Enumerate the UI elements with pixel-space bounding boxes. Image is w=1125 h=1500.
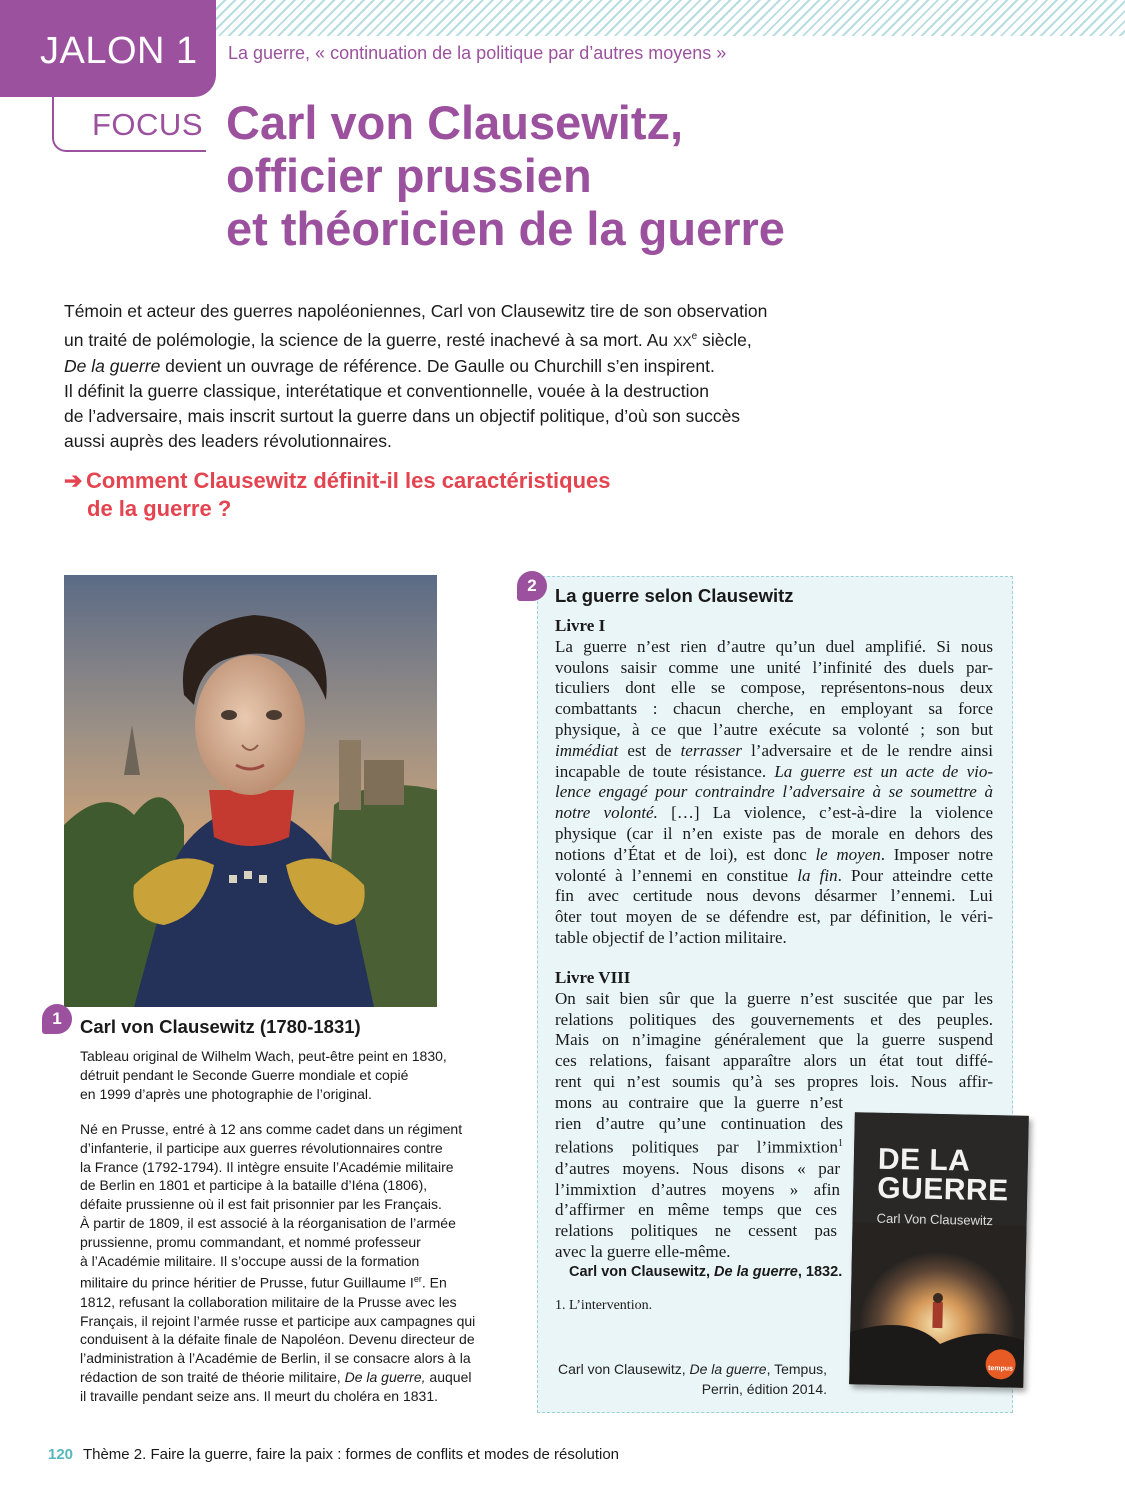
book-cover-image [849,1112,1029,1388]
jalon-label: JALON 1 [40,30,198,72]
doc1-number-badge: 1 [42,1004,72,1034]
doc2-livre8: Livre VIII On sait bien sûr que la guerre n’est suscitée que par les relations politiques des gouvernements et des peuples. Mais on n’imagine généralement que la guerre suspend ces relations, faisant apparaître alors un état tout diffé- rent qui n’est soumis qu’à ses propres lois. Nous affir- mons au contraire que la guerre n’est rien d’autre qu’une continuation des relations politiques par l’immixtion$^1$ d’autres moyens. Nous disons « par l’immixtion d’autres moyens » afin d’affirmer en même temps que ces relations politiques ne cessent pas avec la guerre elle-même. [555,968,993,1262]
arrow-right-icon: ➔ [64,468,83,493]
book-caption: Carl von Clausewitz, De la guerre, Tempus, Perrin, édition 2014. [558,1361,827,1397]
page-title [226,96,785,255]
doc2-title: La guerre selon Clausewitz [555,585,794,606]
doc2-footnote: 1. L’intervention. [555,1298,653,1313]
publisher-logo: tempus [985,1349,1016,1380]
title-line: et théoricien de la guerre [226,202,785,255]
header-hatch-band [214,0,1125,36]
intro-line: un traité de polémologie, la science de la guerre, resté inachevé à sa mort. Au XXe siècle, [64,329,752,350]
page-footer [48,1446,619,1463]
problematic-question: ➔ Comment Clausewitz définit-il les caractéristiques de la guerre ? [64,468,611,521]
focus-tag [52,97,206,152]
jalon-subtitle: La guerre, « continuation de la politique par d’autres moyens » [228,43,727,63]
title-line: Carl von Clausewitz, [226,96,684,149]
doc1-caption: Tableau original de Wilhelm Wach, peut-être peint en 1830, détruit pendant le Seconde Guerre mondiale et copié en 1999 d’après une photographie de l’original. [80,1048,447,1102]
intro-line: aussi auprès des leaders révolutionnaires. [64,430,392,451]
doc2-livre1: Livre I La guerre n’est rien d’autre qu’un duel amplifié. Si nous voulons saisir comme une unité l’infinité des duels par- ticuliers dont elle se compose, représentons-nous deux combattants : chacun cherche, en employant sa force physique, à ce que l’autre exécute sa volonté ; son but immédiat est de terrasser l’adversaire et de le rendre ainsi incapable de toute résistance. La guerre est un acte de vio- lence engagé pour contraindre l’adversaire à se soumettre à notre volonté. […] La violence, c’est-à-dire la violence physique (car il n’en existe pas de morale en dehors des notions d’État et de loi), est donc le moyen. Imposer notre volonté à l’ennemi en constitue la fin. Pour atteindre cette fin avec certitude nous devons désarmer l’ennemi. Lui ôter tout moyen de se défendre est, par définition, le véri- table objectif de l’action militaire. [555,616,994,947]
jalon-tab [0,0,216,97]
title-line: officier prussien [226,149,592,202]
focus-label: FOCUS [92,107,203,142]
book-author: Carl Von Clausewitz [876,1210,994,1229]
doc1-title: Carl von Clausewitz (1780-1831) [80,1016,361,1037]
footer-theme: Thème 2. Faire la guerre, faire la paix : formes de conflits et modes de résolution [82,1446,620,1463]
doc2-number-badge: 2 [517,571,547,601]
livre1-heading: Livre I [555,616,606,635]
intro-line: de l’adversaire, mais inscrit surtout la guerre dans un objectif politique, d’où son succès [64,405,741,426]
livre8-heading: Livre VIII [555,968,631,987]
doc2-source: Carl von Clausewitz, De la guerre, 1832. [569,1264,843,1280]
intro-line: De la guerre devient un ouvrage de référence. De Gaulle ou Churchill s’en inspirent. [64,355,715,376]
clausewitz-portrait-image [64,575,437,1007]
intro-paragraph [64,299,854,454]
intro-line: Témoin et acteur des guerres napoléoniennes, Carl von Clausewitz tire de son observation [64,301,768,321]
book-title: DE LA GUERRE [876,1142,1009,1208]
doc1-biography: Né en Prusse, entré à 12 ans comme cadet dans un régiment d’infanterie, il participe aux guerres révolutionnaires contre la France (1792-1794). Il intègre ensuite l’Académie militaire de Berlin en 1801 et participe à la bataille d’Iéna (1806), défaite prussienne où il est fait prisonnier par les Français. À partir de 1809, il est associé à la réorganisation de l’armée prussienne, promu commandant, et nommé professeur à l’Académie militaire. Il s’occupe aussi de la formation militaire du prince héritier de Prusse, futur Guillaume Ier. En 1812, refusant la collaboration militaire de la Prusse avec les Français, il rejoint l’armée russe et participe aux campagnes qui conduisent à la défaite finale de Napoléon. Devenu directeur de l’administration à l’Académie de Berlin, il se consacre alors à la rédaction de son traité de théorie militaire, De la guerre, auquel il travaille pendant seize ans. Il meurt du choléra en 1831. [80,1121,476,1404]
intro-line: Il définit la guerre classique, interétatique et conventionnelle, vouée à la destruction [64,380,709,401]
page-number: 120 [48,1446,74,1463]
jalon-subtitle-bar [216,36,755,70]
